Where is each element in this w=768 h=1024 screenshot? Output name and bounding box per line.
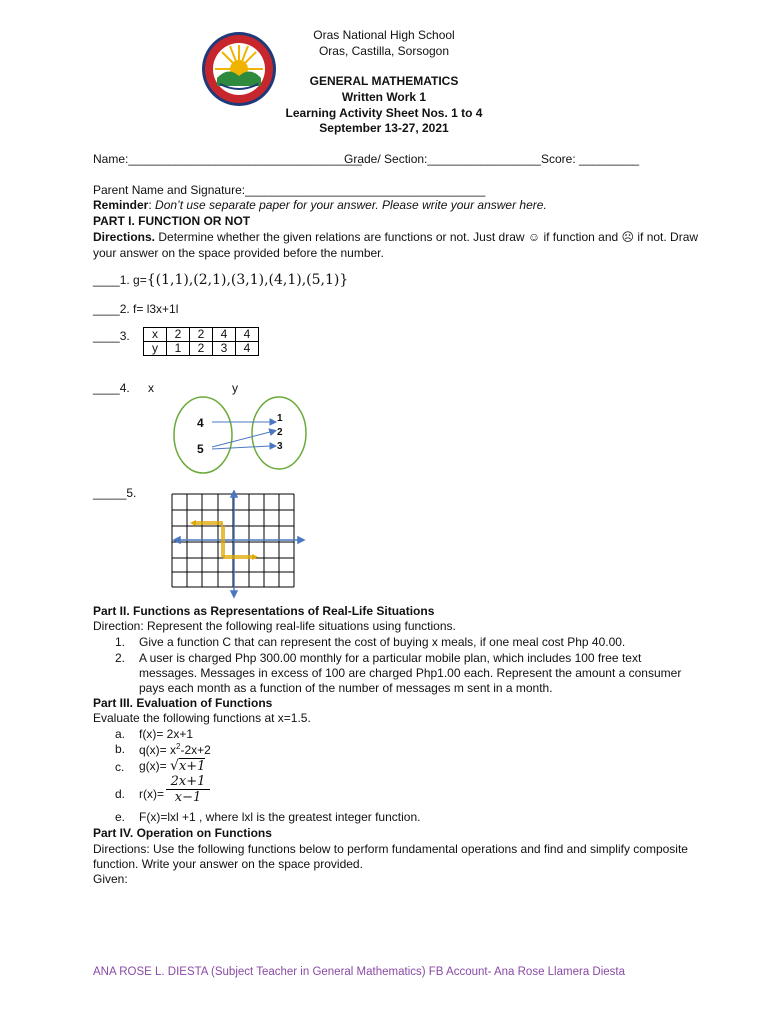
part1-directions-label: Directions.	[93, 230, 156, 244]
q1-set: {(1,1),(2,1),(3,1),(4,1),(5,1)}	[146, 272, 349, 288]
part3-item-c	[139, 758, 205, 774]
school-address: Oras, Castilla, Sorsogon	[318, 44, 450, 58]
part3-title: Part III. Evaluation of Functions	[93, 696, 273, 710]
table-cell: 4	[236, 342, 259, 356]
fraction-numerator: 2x+1	[166, 774, 210, 790]
fraction-denominator: x−1	[174, 790, 202, 805]
part3-item-d-label: r(x)=	[139, 787, 164, 801]
range-value: 3	[277, 441, 283, 452]
table-cell: 2	[190, 328, 213, 342]
table-cell: 4	[213, 328, 236, 342]
radical-sign: √	[170, 758, 179, 774]
q3: ____3.	[93, 329, 130, 343]
list-item-letter: c.	[115, 760, 125, 774]
part4-directions: Directions: Use the following functions below to perform fundamental operations and find and simplify composite	[93, 842, 688, 856]
part4-given: Given:	[93, 872, 128, 886]
item-b-pre: q(x)= x	[139, 743, 177, 757]
part3-item-a: f(x)= 2x+1	[139, 727, 194, 741]
mapping-x-label: x	[148, 381, 154, 395]
item-c-radicand: x+1	[178, 759, 206, 774]
part4-directions-cont: function. Write your answer on the space provided.	[93, 857, 363, 871]
sheet-date: September 13-27, 2021	[319, 121, 449, 135]
item-b-post: -2x+2	[180, 743, 211, 757]
reminder-label: Reminder	[93, 198, 149, 212]
school-name: Oras National High School	[313, 28, 455, 42]
name-field[interactable]: Name:___________________________________	[93, 152, 362, 166]
sheet-title: Learning Activity Sheet Nos. 1 to 4	[285, 106, 483, 120]
part3-item-b	[139, 742, 211, 757]
table-row	[144, 328, 259, 342]
relation-table	[143, 327, 259, 356]
arrow-5-to-2	[212, 432, 270, 447]
footer-credit: ANA ROSE L. DIESTA (Subject Teacher in General Mathematics) FB Account- Ana Rose Llamera Diesta	[93, 966, 626, 978]
list-item-letter: d.	[115, 787, 126, 801]
table-cell: x	[144, 328, 167, 342]
list-item-number: 1.	[115, 635, 126, 649]
table-cell: 1	[167, 342, 190, 356]
q2: ____2. f= l3x+1l	[93, 302, 179, 316]
list-item-number: 2.	[115, 651, 126, 665]
q1-label: ____1. g=	[93, 273, 147, 287]
part2-item-2-line3: pays each month as a function of the number of messages m sent in a month.	[139, 681, 553, 695]
domain-value: 5	[197, 442, 204, 456]
part2-item-2-line1: A user is charged Php 300.00 monthly for a particular mobile plan, which includes 100 free text	[139, 651, 642, 665]
reminder-text: Don’t use separate paper for your answer. Please write your answer here.	[155, 198, 547, 212]
part4-title: Part IV. Operation on Functions	[93, 826, 272, 840]
reminder-colon: :	[148, 198, 156, 212]
part1-directions-text: Determine whether the given relations are functions or not. Just draw ☺ if function and ☹ if not. Draw	[155, 230, 699, 244]
domain-value: 4	[197, 416, 204, 430]
domain-oval	[174, 397, 232, 473]
list-item-letter: b.	[115, 742, 126, 756]
part2-title: Part II. Functions as Representations of Real-Life Situations	[93, 604, 435, 618]
part2-direction: Direction: Represent the following real-life situations using functions.	[93, 619, 456, 633]
table-cell: 2	[190, 342, 213, 356]
part1-directions-cont: your answer on the space provided before the number.	[93, 246, 384, 260]
q5: _____5.	[93, 486, 137, 500]
q4: ____4.	[93, 381, 130, 395]
table-cell: 3	[213, 342, 236, 356]
fraction	[166, 774, 210, 806]
part3-direction: Evaluate the following functions at x=1.5.	[93, 711, 311, 725]
q1	[93, 272, 348, 288]
part2-item-2-line2: messages. Messages in excess of 100 are charged Php1.00 each. Represent the amount a consumer	[139, 666, 682, 680]
table-cell: 2	[167, 328, 190, 342]
part2-item-1: Give a function C that can represent the cost of buying x meals, if one meal cost Php 40.00.	[139, 635, 626, 649]
table-cell: 4	[236, 328, 259, 342]
score-field[interactable]: Score: _________	[541, 152, 640, 166]
subject-title: GENERAL MATHEMATICS	[309, 74, 459, 88]
part1-directions	[93, 230, 698, 244]
item-c-pre: g(x)=	[139, 759, 171, 773]
arrow-5-to-3	[212, 446, 270, 449]
range-value: 1	[277, 413, 283, 424]
mapping-y-label: y	[232, 381, 238, 395]
part1-title: PART I. FUNCTION OR NOT	[93, 214, 251, 228]
grade-section-field[interactable]: Grade/ Section:_________________	[344, 152, 541, 166]
graph-grid	[168, 490, 308, 600]
parent-signature-field[interactable]: Parent Name and Signature:____________________________________	[93, 183, 486, 197]
table-cell: y	[144, 342, 167, 356]
range-value: 2	[277, 427, 283, 438]
part3-item-e: F(x)=lxl +1 , where lxl is the greatest integer function.	[139, 810, 421, 824]
table-row	[144, 342, 259, 356]
work-title: Written Work 1	[341, 90, 427, 104]
list-item-letter: e.	[115, 810, 126, 824]
mapping-diagram	[170, 395, 315, 475]
item-b-exponent: 2	[176, 742, 181, 751]
reminder	[93, 198, 547, 212]
list-item-letter: a.	[115, 727, 126, 741]
